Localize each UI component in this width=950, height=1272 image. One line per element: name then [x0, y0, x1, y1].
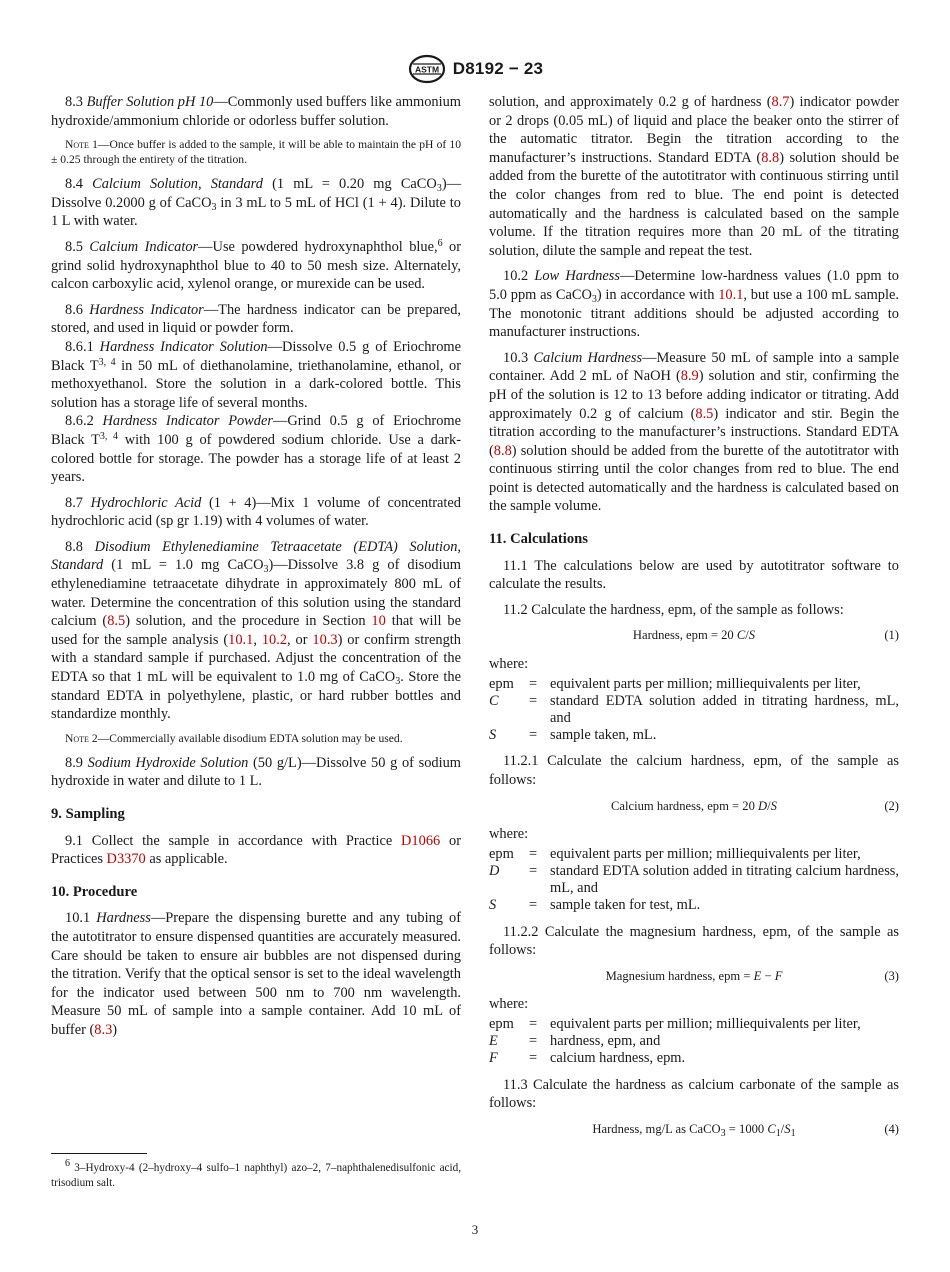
section-8-6-2: 8.6.2 Hardness Indicator Powder—Grind 0.5 g of Eriochrome Black T$^{3, 4}$ with 100 g of powdered sodium chloride. Use a dark-colored bottle for storage. The powder has a storage life of at least 2 years.: [51, 413, 461, 486]
section-10-1: 10.1 Hardness—Prepare the dispensing burette and any tubing of the autotitrator to ensure dispensed quantities are accurately measured. Care should be taken to ensure air bubbles are not dispensed during the titration. Verify that the optical sensor is set to the ideal wavelength for the indicator used between 500 nm to 700 nm wavelength. Measure 50 mL of sample into a sample container. Add 10 mL of buffer (8.3): [51, 910, 461, 1038]
section-11-2: 11.2 Calculate the hardness, epm, of the sample as follows:: [503, 601, 844, 618]
definitions-eq1: [489, 676, 899, 745]
where-label: where:: [489, 996, 529, 1013]
section-8-9: 8.9 Sodium Hydroxide Solution (50 g/L)—Dissolve 50 g of sodium hydroxide in water and dilute to 1 L.: [51, 754, 461, 790]
definition-row: epm = equivalent parts per million; milliequivalents per liter,: [489, 845, 861, 862]
page-header: [0, 54, 950, 84]
definition-row: C = standard EDTA solution added in titrating hardness, mL, and: [489, 692, 899, 727]
equation-2: Calcium hardness, epm = 20 D/S (2): [489, 797, 899, 816]
equation-number: (4): [884, 1121, 899, 1136]
ref-8-8-link[interactable]: 8.8: [493, 442, 512, 459]
heading-sampling: 9. Sampling: [51, 806, 125, 822]
definition-row: E = hardness, epm, and: [489, 1033, 661, 1050]
section-10-2: 10.2 Low Hardness—Determine low-hardness values (1.0 ppm to 5.0 ppm as CaCO$_3$) in accordance with 10.1, but use a 100 mL sample. The monotonic titrant additions should be adjusted according to manufacturer instructions.: [489, 268, 899, 341]
ref-8-9-link[interactable]: 8.9: [680, 368, 699, 385]
ref-8-5-link[interactable]: 8.5: [695, 405, 714, 422]
ref-8-3-link[interactable]: 8.3: [94, 1021, 113, 1038]
equation-1: Hardness, epm = 20 C/S (1): [489, 626, 899, 645]
section-8-7: 8.7 Hydrochloric Acid (1 + 4)—Mix 1 volume of concentrated hydrochloric acid (sp gr 1.19) with 4 volumes of water.: [51, 494, 461, 530]
definition-row: S = sample taken for test, mL.: [489, 897, 701, 914]
ref-8-7-link[interactable]: 8.7: [771, 94, 790, 110]
ref-10-3-link[interactable]: 10.3: [312, 631, 338, 648]
ref-8-5-link[interactable]: 8.5: [107, 613, 126, 630]
footnote-divider: [51, 1153, 147, 1154]
definitions-eq2: [489, 846, 899, 915]
where-label: where:: [489, 826, 529, 843]
section-8-4: 8.4 Calcium Solution, Standard (1 mL = 0.20 mg CaCO$_3$)—Dissolve 0.2000 g of CaCO$_3$ in 3 mL to 5 mL of HCl (1 + 4). Dilute to 1 L with water.: [51, 176, 461, 230]
ref-8-8-link[interactable]: 8.8: [761, 149, 780, 166]
ref-10-1-link[interactable]: 10.1: [718, 286, 744, 303]
footnote-6: $^6$ 3–Hydroxy-4 (2–hydroxy–4 sulfo–1 naphthyl) azo–2, 7–naphthalenedisulfonic acid, trisodium salt.: [51, 1158, 461, 1189]
section-10-1-continued: solution, and approximately 0.2 g of hardness (8.7) indicator powder or 2 drops (0.05 mL) of liquid and place the beaker onto the stirrer of the automatic titrator. Begin the titration according to the manufacturer’s instructions. Standard EDTA (8.8) solution should be added from the burette of the autotitrator with continuous stirring until the color changes from red to blue. The end point is detected automatically and the hardness is calculated based on the sample volume. If the titration requires more than 20 mL of the titrating solution, dilute the sample and repeat the test.: [489, 94, 899, 259]
equation-4: Hardness, mg/L as CaCO$_3$ = 1000 $C_1/S_1$ (4): [592, 1121, 899, 1139]
definitions-eq3: [489, 1016, 899, 1068]
heading-procedure: 10. Procedure: [51, 883, 138, 900]
section-8-8: 8.8 Disodium Ethylenediamine Tetraacetate (EDTA) Solution, Standard (1 mL = 1.0 mg CaCO$_3$)—Dissolve 3.8 g of disodium ethylenediamine tetraacetate dihydrate in approximately 800 mL of water. Determine the concentration of this solution using the standard calcium (8.5) solution, and the procedure in Section 10 that will be used for the sample analysis (10.1, 10.2, or 10.3) or confirm strength with a standard sample if purchased. Adjust the concentration of the EDTA so that 1 mL will be equivalent to 1.0 mg of CaCO$_3$. Store the standard EDTA in polyethylene, plastic, or hard rubber bottles and standardize monthly.: [51, 538, 462, 723]
heading-calculations: 11. Calculations: [489, 531, 588, 548]
astm-logo-icon: [407, 54, 447, 84]
document-id: D8192 − 23: [452, 59, 544, 78]
definition-row: S = sample taken, mL.: [489, 727, 657, 744]
definition-row: D = standard EDTA solution added in titrating calcium hardness, mL, and: [489, 863, 899, 897]
equation-3: Magnesium hardness, epm = E − F (3): [489, 967, 899, 986]
section-11-3: 11.3 Calculate the hardness as calcium carbonate of the sample as follows:: [489, 1076, 899, 1112]
section-8-6: 8.6 Hardness Indicator—The hardness indicator can be prepared, stored, and used in liquid or powder form.: [51, 301, 461, 337]
section-8-5: 8.5 Calcium Indicator—Use powdered hydroxynaphthol blue,$^6$ or grind solid hydroxynaphthol blue to 40 to 50 mesh size. Alternately, calcon carboxylic acid, xylenol orange, or murexide can be used.: [51, 237, 461, 293]
note-2: Note 2—Commercially available disodium EDTA solution may be used.: [65, 731, 403, 745]
section-11-2-1: 11.2.1 Calculate the calcium hardness, epm, of the sample as follows:: [489, 753, 899, 789]
section-9-1: 9.1 Collect the sample in accordance with Practice D1066 or Practices D3370 as applicable.: [51, 832, 461, 868]
logo-text: ASTM: [414, 64, 439, 75]
ref-d3370-link[interactable]: D3370: [106, 851, 146, 868]
note-1: Note 1—Once buffer is added to the sample, it will be able to maintain the pH of 10 ± 0.25 through the entirety of the titration.: [51, 138, 461, 167]
ref-10-1-link[interactable]: 10.1: [228, 631, 254, 648]
equation-number: (2): [884, 798, 899, 813]
ref-10-link[interactable]: 10: [371, 613, 386, 630]
definition-row: F = calcium hardness, epm.: [489, 1050, 686, 1067]
section-8-3: 8.3 Buffer Solution pH 10—Commonly used buffers like ammonium hydroxide/ammonium chloride or odorless buffer solution.: [51, 94, 461, 129]
left-column: [51, 93, 461, 1047]
page-number: 3: [471, 1222, 479, 1237]
equation-number: (1): [884, 628, 899, 643]
where-label: where:: [489, 656, 529, 673]
ref-d1066-link[interactable]: D1066: [401, 832, 441, 849]
ref-10-2-link[interactable]: 10.2: [261, 631, 288, 648]
section-8-6-1: 8.6.1 Hardness Indicator Solution—Dissolve 0.5 g of Eriochrome Black T$^{3, 4}$ in 50 mL of diethanolamine, triethanolamine, ethanol, or methoxyethanol. Store the solution in a dark-colored bottle. This solution has a storage life of several months.: [51, 338, 461, 411]
section-10-3: 10.3 Calcium Hardness—Measure 50 mL of sample into a sample container. Add 2 mL of NaOH (8.9) solution and stir, confirming the pH of the solution is 12 to 13 before adding indicator or titrating. Add approximately 0.2 g of calcium (8.5) indicator and stir. Begin the titration according to the manufacturer’s instructions. Standard EDTA (8.8) solution should be added from the burette of the autotitrator with continuous stirring until the color changes from red to blue. The end point is detected automatically and the hardness is calculated based on the sample volume.: [489, 349, 899, 515]
section-11-2-2: 11.2.2 Calculate the magnesium hardness, epm, of the sample as follows:: [489, 923, 899, 959]
section-11-1: 11.1 The calculations below are used by autotitrator software to calculate the results.: [489, 557, 899, 593]
definition-row: epm = equivalent parts per million; milliequivalents per liter,: [489, 675, 861, 692]
definition-row: epm = equivalent parts per million; milliequivalents per liter,: [489, 1016, 861, 1032]
right-column: [489, 93, 899, 1148]
equation-number: (3): [884, 968, 899, 983]
